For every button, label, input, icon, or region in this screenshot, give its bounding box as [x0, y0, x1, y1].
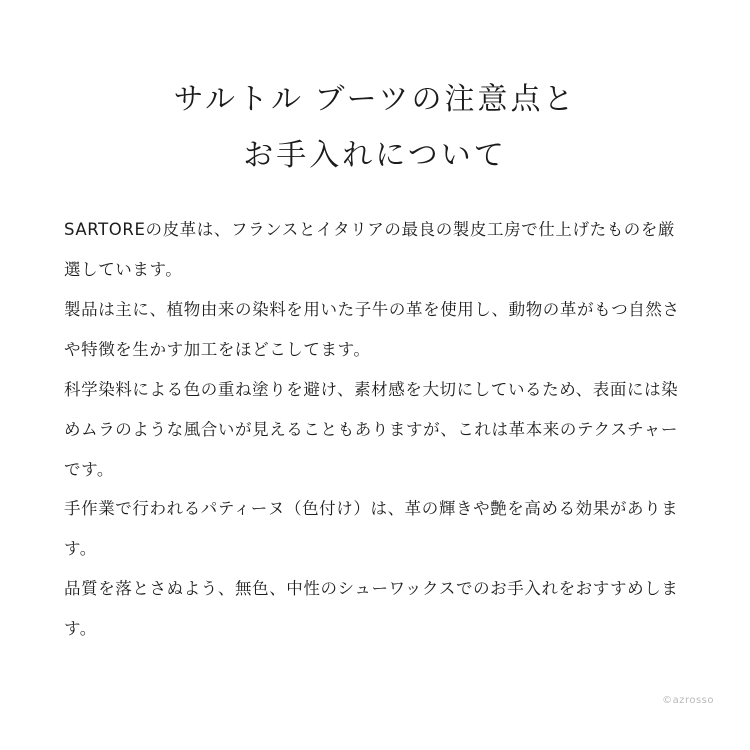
paragraph-2: 製品は主に、植物由来の染料を用いた子牛の革を使用し、動物の革がもつ自然さや特徴を生かす加工をほどこしてます。 [64, 299, 680, 359]
page-title [0, 72, 750, 183]
paragraph-4: 手作業で行われるパティーヌ（色付け）は、革の輝きや艶を高める効果があります。 [64, 499, 679, 559]
title-line-2: お手入れについて [243, 138, 507, 172]
copyright-credit: ©azrosso [662, 695, 714, 706]
title-line-1: サルトル ブーツの注意点と [173, 83, 577, 116]
paragraph-3: 科学染料による色の重ね塗りを避け、素材感を大切にしているため、表面には染めムラのような風合いが見えることもありますが、これは革本来のテクスチャーです。 [64, 379, 679, 479]
paragraph-1: SARTOREの皮革は、フランスとイタリアの最良の製皮工房で仕上げたものを厳選しています。 [64, 220, 676, 279]
paragraph-5: 品質を落とさぬよう、無色、中性のシューワックスでのお手入れをおすすめします。 [64, 579, 679, 639]
body-text [64, 210, 692, 649]
